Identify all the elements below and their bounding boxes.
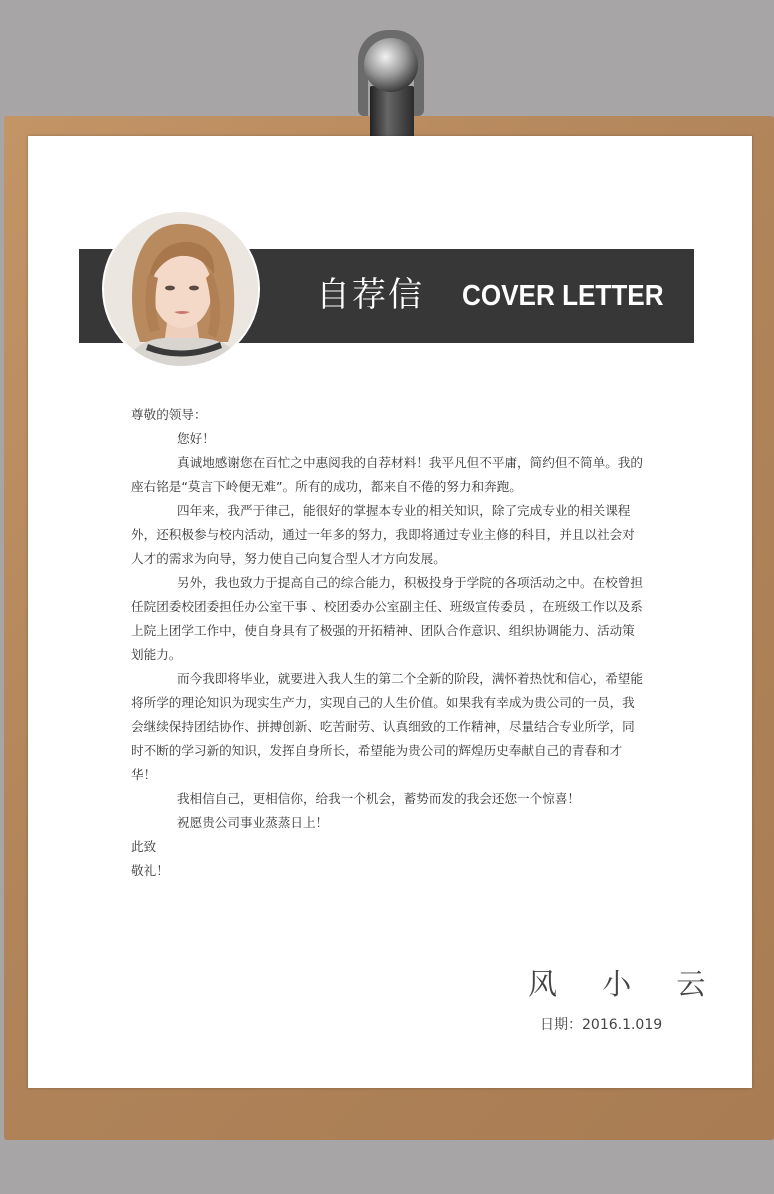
title-chinese: 自荐信 xyxy=(316,275,424,315)
paragraph: 另外，我也致力于提高自己的综合能力，积极投身于学院的各项活动之中。在校曾担任院团委校团委担任办公室干事 、校团委办公室副主任、班级宣传委员 ，在班级工作以及系上院上团学工作中，使自身具有了极强的开拓精神、团队合作意识、组织协调能力、活动策划能力。 xyxy=(131,575,643,662)
paragraph: 而今我即将毕业，就要进入我人生的第二个全新的阶段，满怀着热忱和信心，希望能将所学的理论知识为现实生产力，实现自己的人生价值。如果我有幸成为贵公司的一员，我会继续保持团结协作、拼搏创新、吃苦耐劳、认真细致的工作精神，尽量结合专业所学，同时不断的学习新的知识，发挥自身所长，希望能为贵公司的辉煌历史奉献自己的青春和才华！ xyxy=(131,671,643,782)
paragraph: 真诚地感谢您在百忙之中惠阅我的自荐材料！我平凡但不平庸，简约但不简单。我的座右铭是“莫言下岭便无难”。所有的成功，都来自不倦的努力和奔跑。 xyxy=(131,455,643,494)
paragraph: 四年来，我严于律己，能很好的掌握本专业的相关知识，除了完成专业的相关课程外，还积极参与校内活动，通过一年多的努力，我即将通过专业主修的科目，并且以社会对人才的需求为向导，努力使自己向复合型人才方向发展。 xyxy=(131,503,635,566)
paragraph: 祝愿贵公司事业蒸蒸日上！ xyxy=(177,815,329,830)
title-english: COVER LETTER xyxy=(462,280,664,312)
letter-body xyxy=(131,403,643,883)
salutation: 尊敬的领导： xyxy=(131,407,207,422)
signature-date: 日期：2016.1.019 xyxy=(540,1017,663,1033)
portrait-photo xyxy=(104,212,258,366)
greeting: 您好！ xyxy=(177,431,215,446)
paragraph: 我相信自己，更相信你，给我一个机会，蓄势而发的我会还您一个惊喜！ xyxy=(177,791,580,806)
closing-line: 此致 xyxy=(131,839,157,854)
avatar xyxy=(104,212,258,366)
closing-line: 敬礼！ xyxy=(131,863,169,878)
signature-name: 风 小 云 xyxy=(528,967,724,1001)
